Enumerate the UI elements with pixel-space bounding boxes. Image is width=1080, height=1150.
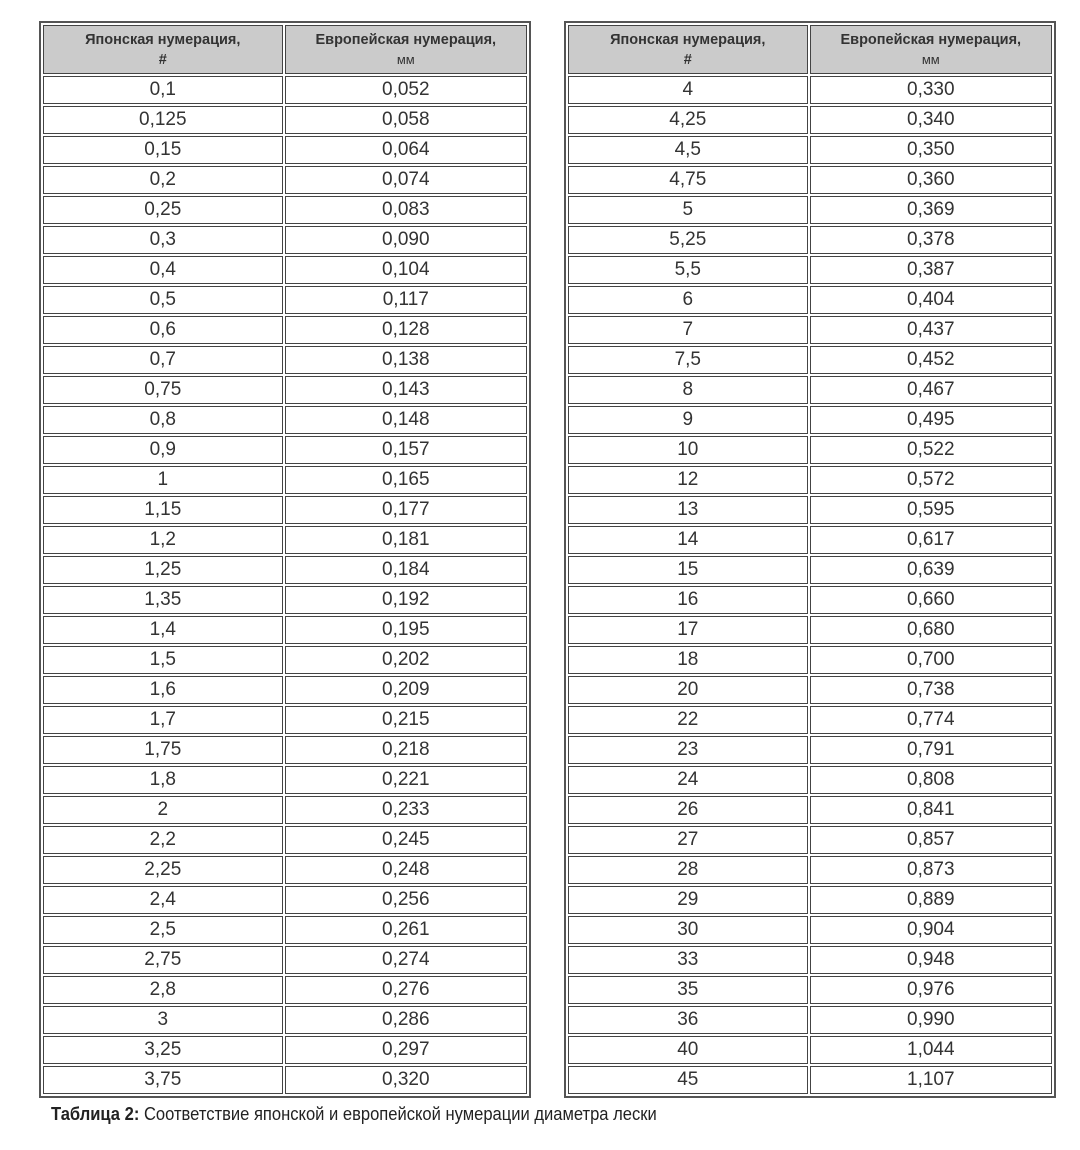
japanese-size-cell: 40 <box>568 1036 808 1064</box>
european-size-cell: 0,360 <box>810 166 1052 194</box>
european-size-cell: 0,248 <box>285 856 527 884</box>
table-row <box>568 316 1052 344</box>
european-size-cell: 0,058 <box>285 106 527 134</box>
european-size-cell: 0,680 <box>810 616 1052 644</box>
japanese-size-cell: 27 <box>568 826 808 854</box>
japanese-size-cell: 0,1 <box>43 76 283 104</box>
european-column-header <box>810 25 1052 74</box>
european-size-cell: 0,948 <box>810 946 1052 974</box>
european-size-cell: 0,218 <box>285 736 527 764</box>
european-size-cell: 0,639 <box>810 556 1052 584</box>
european-size-cell: 0,209 <box>285 676 527 704</box>
table-row <box>43 586 527 614</box>
japanese-size-cell: 2,25 <box>43 856 283 884</box>
european-size-cell: 0,148 <box>285 406 527 434</box>
header-unit: мм <box>396 51 415 67</box>
japanese-size-cell: 2,2 <box>43 826 283 854</box>
table-row <box>568 1036 1052 1064</box>
header-text: Европейская нумерация, <box>315 31 497 48</box>
japanese-size-cell: 0,3 <box>43 226 283 254</box>
japanese-size-cell: 23 <box>568 736 808 764</box>
table-row <box>568 466 1052 494</box>
european-size-cell: 0,195 <box>285 616 527 644</box>
japanese-size-cell: 3,25 <box>43 1036 283 1064</box>
european-size-cell: 0,522 <box>810 436 1052 464</box>
european-size-cell: 0,857 <box>810 826 1052 854</box>
left-size-table <box>39 21 531 1098</box>
japanese-size-cell: 22 <box>568 706 808 734</box>
european-size-cell: 0,083 <box>285 196 527 224</box>
table-row <box>43 526 527 554</box>
japanese-size-cell: 17 <box>568 616 808 644</box>
japanese-size-cell: 36 <box>568 1006 808 1034</box>
european-size-cell: 0,184 <box>285 556 527 584</box>
japanese-size-cell: 4,5 <box>568 136 808 164</box>
header-unit: # <box>683 51 692 68</box>
header-text: Европейская нумерация, <box>840 31 1022 48</box>
table-row <box>43 1036 527 1064</box>
european-size-cell: 0,297 <box>285 1036 527 1064</box>
european-size-cell: 0,841 <box>810 796 1052 824</box>
european-size-cell: 0,572 <box>810 466 1052 494</box>
table-row <box>43 76 527 104</box>
table-row <box>43 796 527 824</box>
japanese-size-cell: 1,2 <box>43 526 283 554</box>
table-row <box>43 736 527 764</box>
japanese-size-cell: 0,15 <box>43 136 283 164</box>
table-row <box>568 1006 1052 1034</box>
european-column-header <box>285 25 527 74</box>
table-row <box>43 826 527 854</box>
european-size-cell: 0,202 <box>285 646 527 674</box>
japanese-size-cell: 0,25 <box>43 196 283 224</box>
european-size-cell: 0,738 <box>810 676 1052 704</box>
caption-text: Соответствие японской и европейской нумерации диаметра лески <box>139 1104 657 1124</box>
japanese-size-cell: 2,4 <box>43 886 283 914</box>
japanese-size-cell: 30 <box>568 916 808 944</box>
japanese-size-cell: 0,75 <box>43 376 283 404</box>
header-text: Японская нумерация, <box>85 31 241 48</box>
japanese-size-cell: 6 <box>568 286 808 314</box>
european-size-cell: 0,261 <box>285 916 527 944</box>
european-size-cell: 0,138 <box>285 346 527 374</box>
japanese-size-cell: 0,125 <box>43 106 283 134</box>
table-row <box>568 646 1052 674</box>
european-size-cell: 0,177 <box>285 496 527 524</box>
european-size-cell: 0,889 <box>810 886 1052 914</box>
japanese-size-cell: 16 <box>568 586 808 614</box>
japanese-size-cell: 1,8 <box>43 766 283 794</box>
european-size-cell: 0,245 <box>285 826 527 854</box>
table-row <box>568 226 1052 254</box>
japanese-size-cell: 18 <box>568 646 808 674</box>
japanese-size-cell: 12 <box>568 466 808 494</box>
table-row <box>568 1066 1052 1094</box>
table-row <box>43 556 527 584</box>
table-row <box>568 676 1052 704</box>
table-row <box>568 616 1052 644</box>
table-row <box>568 106 1052 134</box>
european-size-cell: 0,320 <box>285 1066 527 1094</box>
table-row <box>568 886 1052 914</box>
japanese-column-header <box>43 25 283 74</box>
table-row <box>568 376 1052 404</box>
european-size-cell: 0,192 <box>285 586 527 614</box>
european-size-cell: 0,660 <box>810 586 1052 614</box>
european-size-cell: 0,256 <box>285 886 527 914</box>
table-row <box>568 946 1052 974</box>
japanese-size-cell: 4,25 <box>568 106 808 134</box>
table-row <box>568 826 1052 854</box>
japanese-size-cell: 33 <box>568 946 808 974</box>
european-size-cell: 0,791 <box>810 736 1052 764</box>
japanese-size-cell: 0,8 <box>43 406 283 434</box>
table-caption <box>51 1104 657 1125</box>
european-size-cell: 0,233 <box>285 796 527 824</box>
european-size-cell: 0,090 <box>285 226 527 254</box>
japanese-size-cell: 0,5 <box>43 286 283 314</box>
japanese-size-cell: 5,25 <box>568 226 808 254</box>
table-row <box>43 346 527 374</box>
japanese-size-cell: 35 <box>568 976 808 1004</box>
table-row <box>43 676 527 704</box>
european-size-cell: 0,064 <box>285 136 527 164</box>
table-row <box>43 856 527 884</box>
header-text: Японская нумерация, <box>610 31 766 48</box>
european-size-cell: 0,774 <box>810 706 1052 734</box>
right-size-table <box>564 21 1056 1098</box>
japanese-size-cell: 1,75 <box>43 736 283 764</box>
european-size-cell: 0,221 <box>285 766 527 794</box>
japanese-size-cell: 14 <box>568 526 808 554</box>
european-size-cell: 0,990 <box>810 1006 1052 1034</box>
japanese-size-cell: 1,4 <box>43 616 283 644</box>
european-size-cell: 0,157 <box>285 436 527 464</box>
table-row <box>43 496 527 524</box>
european-size-cell: 0,104 <box>285 256 527 284</box>
table-row <box>568 556 1052 584</box>
japanese-size-cell: 2 <box>43 796 283 824</box>
table-row <box>568 916 1052 944</box>
european-size-cell: 0,143 <box>285 376 527 404</box>
european-size-cell: 0,437 <box>810 316 1052 344</box>
european-size-cell: 0,808 <box>810 766 1052 794</box>
japanese-size-cell: 7,5 <box>568 346 808 374</box>
table-row <box>43 376 527 404</box>
european-size-cell: 0,617 <box>810 526 1052 554</box>
table-row <box>43 316 527 344</box>
table-row <box>43 646 527 674</box>
table-row <box>568 496 1052 524</box>
japanese-size-cell: 0,6 <box>43 316 283 344</box>
table-row <box>568 136 1052 164</box>
japanese-size-cell: 1,5 <box>43 646 283 674</box>
european-size-cell: 0,181 <box>285 526 527 554</box>
table-row <box>43 946 527 974</box>
table-row <box>43 916 527 944</box>
european-size-cell: 1,044 <box>810 1036 1052 1064</box>
japanese-size-cell: 0,9 <box>43 436 283 464</box>
table-row <box>43 886 527 914</box>
table-row <box>43 256 527 284</box>
japanese-size-cell: 0,7 <box>43 346 283 374</box>
european-size-cell: 0,052 <box>285 76 527 104</box>
european-size-cell: 0,404 <box>810 286 1052 314</box>
japanese-size-cell: 7 <box>568 316 808 344</box>
japanese-size-cell: 1 <box>43 466 283 494</box>
european-size-cell: 0,128 <box>285 316 527 344</box>
table-row <box>43 406 527 434</box>
japanese-size-cell: 4 <box>568 76 808 104</box>
table-row <box>43 436 527 464</box>
japanese-size-cell: 15 <box>568 556 808 584</box>
japanese-size-cell: 29 <box>568 886 808 914</box>
european-size-cell: 0,340 <box>810 106 1052 134</box>
table-row <box>43 226 527 254</box>
table-row <box>43 976 527 1004</box>
table-row <box>568 346 1052 374</box>
header-unit: мм <box>921 51 940 67</box>
table-row <box>568 256 1052 284</box>
european-size-cell: 0,467 <box>810 376 1052 404</box>
european-size-cell: 0,274 <box>285 946 527 974</box>
table-row <box>43 706 527 734</box>
table-row <box>568 856 1052 884</box>
table-header-row <box>43 25 527 74</box>
european-size-cell: 0,215 <box>285 706 527 734</box>
table-row <box>43 616 527 644</box>
table-row <box>568 406 1052 434</box>
table-row <box>568 526 1052 554</box>
table-row <box>568 166 1052 194</box>
japanese-size-cell: 28 <box>568 856 808 884</box>
japanese-size-cell: 4,75 <box>568 166 808 194</box>
japanese-size-cell: 3,75 <box>43 1066 283 1094</box>
japanese-size-cell: 2,5 <box>43 916 283 944</box>
european-size-cell: 0,595 <box>810 496 1052 524</box>
european-size-cell: 0,074 <box>285 166 527 194</box>
japanese-size-cell: 2,8 <box>43 976 283 1004</box>
table-row <box>43 1006 527 1034</box>
european-size-cell: 0,330 <box>810 76 1052 104</box>
table-row <box>568 736 1052 764</box>
japanese-size-cell: 26 <box>568 796 808 824</box>
table-row <box>43 466 527 494</box>
table-row <box>568 286 1052 314</box>
japanese-size-cell: 9 <box>568 406 808 434</box>
header-unit: # <box>158 51 167 68</box>
japanese-size-cell: 8 <box>568 376 808 404</box>
japanese-size-cell: 0,4 <box>43 256 283 284</box>
japanese-size-cell: 3 <box>43 1006 283 1034</box>
japanese-column-header <box>568 25 808 74</box>
japanese-size-cell: 1,35 <box>43 586 283 614</box>
japanese-size-cell: 45 <box>568 1066 808 1094</box>
table-row <box>568 766 1052 794</box>
caption-label: Таблица 2: <box>51 1104 140 1124</box>
japanese-size-cell: 10 <box>568 436 808 464</box>
table-row <box>568 436 1052 464</box>
table-row <box>568 196 1052 224</box>
japanese-size-cell: 5 <box>568 196 808 224</box>
japanese-size-cell: 5,5 <box>568 256 808 284</box>
table-row <box>43 766 527 794</box>
table-row <box>43 286 527 314</box>
european-size-cell: 0,378 <box>810 226 1052 254</box>
european-size-cell: 0,369 <box>810 196 1052 224</box>
table-row <box>568 976 1052 1004</box>
european-size-cell: 0,495 <box>810 406 1052 434</box>
japanese-size-cell: 0,2 <box>43 166 283 194</box>
table-row <box>568 706 1052 734</box>
european-size-cell: 0,350 <box>810 136 1052 164</box>
japanese-size-cell: 24 <box>568 766 808 794</box>
european-size-cell: 0,276 <box>285 976 527 1004</box>
japanese-size-cell: 13 <box>568 496 808 524</box>
table-header-row <box>568 25 1052 74</box>
table-row <box>568 76 1052 104</box>
japanese-size-cell: 1,6 <box>43 676 283 704</box>
table-row <box>568 586 1052 614</box>
european-size-cell: 1,107 <box>810 1066 1052 1094</box>
table-row <box>43 1066 527 1094</box>
european-size-cell: 0,117 <box>285 286 527 314</box>
japanese-size-cell: 1,25 <box>43 556 283 584</box>
european-size-cell: 0,165 <box>285 466 527 494</box>
japanese-size-cell: 2,75 <box>43 946 283 974</box>
japanese-size-cell: 20 <box>568 676 808 704</box>
japanese-size-cell: 1,7 <box>43 706 283 734</box>
table-row <box>43 196 527 224</box>
european-size-cell: 0,387 <box>810 256 1052 284</box>
table-row <box>568 796 1052 824</box>
table-row <box>43 106 527 134</box>
table-row <box>43 136 527 164</box>
european-size-cell: 0,873 <box>810 856 1052 884</box>
european-size-cell: 0,452 <box>810 346 1052 374</box>
european-size-cell: 0,286 <box>285 1006 527 1034</box>
european-size-cell: 0,976 <box>810 976 1052 1004</box>
japanese-size-cell: 1,15 <box>43 496 283 524</box>
european-size-cell: 0,700 <box>810 646 1052 674</box>
table-row <box>43 166 527 194</box>
european-size-cell: 0,904 <box>810 916 1052 944</box>
